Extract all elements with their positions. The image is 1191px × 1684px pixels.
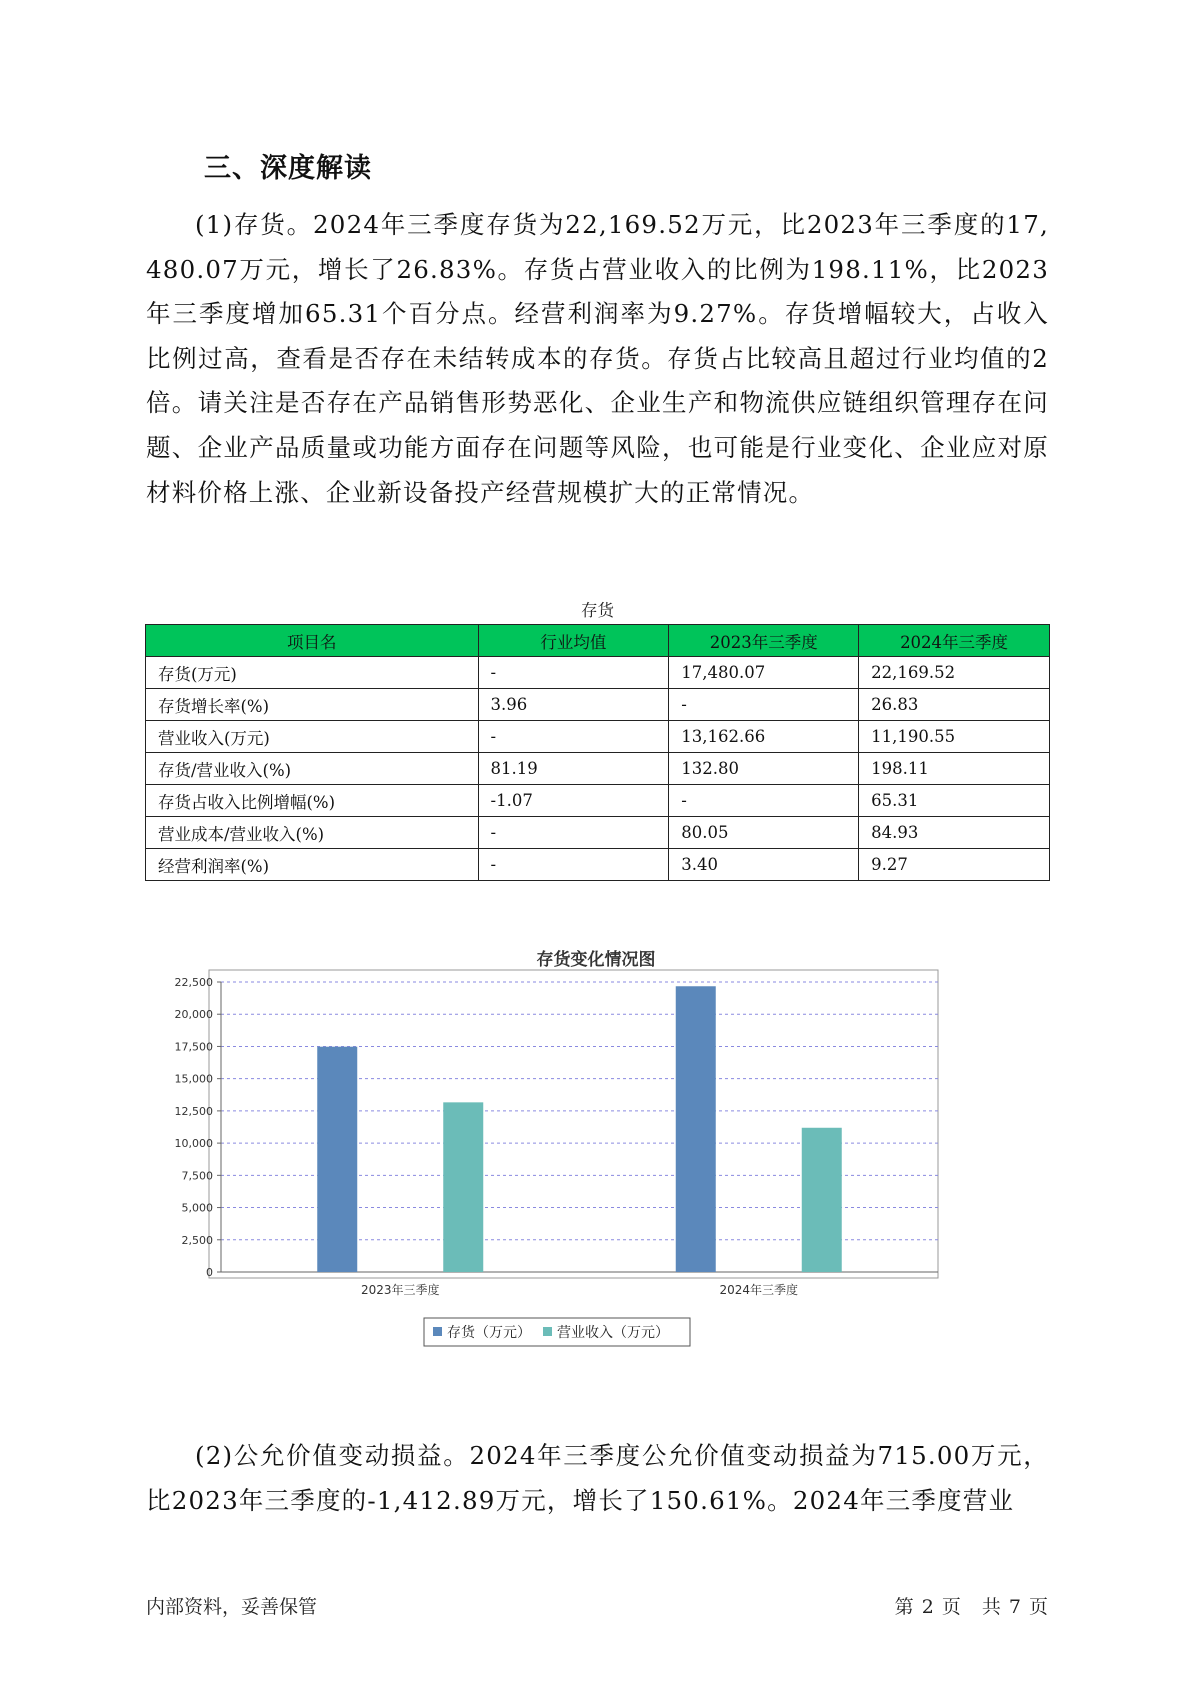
bar	[802, 1128, 842, 1272]
chart-title: 存货变化情况图	[536, 950, 656, 970]
table-cell: 3.96	[478, 689, 669, 721]
table-cell: -1.07	[478, 785, 669, 817]
y-tick-label: 2,500	[181, 1233, 213, 1247]
table-cell: 65.31	[859, 785, 1050, 817]
y-tick-label: 0	[206, 1266, 213, 1279]
table-cell: -	[478, 849, 669, 881]
table-caption: 存货	[581, 601, 614, 620]
table-cell: 26.83	[859, 689, 1050, 721]
section-heading: 三、深度解读	[204, 153, 372, 184]
x-tick-label: 2023年三季度	[360, 1283, 440, 1297]
legend-swatch	[543, 1327, 552, 1336]
table-row	[146, 689, 1050, 721]
legend-label: 营业收入（万元）	[557, 1325, 669, 1341]
table-cell: 营业成本/营业收入(%)	[146, 817, 479, 849]
table-row	[146, 753, 1050, 785]
legend-label: 存货（万元）	[447, 1325, 531, 1341]
table-cell: 存货/营业收入(%)	[146, 753, 479, 785]
footer-confidential-note: 内部资料，妥善保管	[146, 1596, 318, 1618]
table-header-row	[146, 625, 1050, 657]
table-cell: 17,480.07	[669, 657, 859, 689]
table-cell: 80.05	[669, 817, 859, 849]
y-tick-label: 15,000	[174, 1072, 213, 1086]
table-cell: 存货增长率(%)	[146, 689, 479, 721]
inventory-table	[145, 624, 1050, 881]
y-tick-label: 22,500	[174, 976, 213, 989]
table-cell: -	[478, 657, 669, 689]
table-cell: 11,190.55	[859, 721, 1050, 753]
table-cell: 营业收入(万元)	[146, 721, 479, 753]
table-cell: 存货占收入比例增幅(%)	[146, 785, 479, 817]
table-header-cell: 项目名	[146, 625, 479, 657]
footer-page-number: 第 2 页 共 7 页	[894, 1596, 1049, 1618]
table-cell: 81.19	[478, 753, 669, 785]
table-row	[146, 849, 1050, 881]
y-tick-label: 20,000	[174, 1008, 213, 1022]
table-cell: -	[669, 785, 859, 817]
table-cell: 198.11	[859, 753, 1050, 785]
y-tick-label: 5,000	[181, 1201, 213, 1215]
table-row	[146, 721, 1050, 753]
table-cell: -	[478, 721, 669, 753]
table-row	[146, 817, 1050, 849]
table-row	[146, 657, 1050, 689]
y-tick-label: 10,000	[174, 1137, 213, 1151]
table-cell: -	[478, 817, 669, 849]
legend-swatch	[433, 1327, 442, 1336]
table-cell: 22,169.52	[859, 657, 1050, 689]
bar	[443, 1102, 483, 1272]
table-cell: 13,162.66	[669, 721, 859, 753]
table-cell: 84.93	[859, 817, 1050, 849]
x-tick-label: 2024年三季度	[719, 1283, 799, 1297]
table-cell: 存货(万元)	[146, 657, 479, 689]
x-axis-ticks	[361, 1282, 798, 1297]
y-tick-label: 7,500	[181, 1169, 213, 1183]
y-tick-label: 12,500	[174, 1104, 213, 1118]
inventory-paragraph: (1)存货。2024年三季度存货为22,169.52万元，比2023年三季度的17,480.07万元，增长了26.83%。存货占营业收入的比例为198.11%，比2023年三季度增加65.31个百分点。经营利润率为9.27%。存货增幅较大，占收入比例过高，查看是否存在未结转成本的存货。存货占比较高且超过行业均值的2倍。请关注是否存在产品销售形势恶化、企业生产和物流供应链组织管理存在问题、企业产品质量或功能方面存在问题等风险，也可能是行业变化、企业应对原材料价格上涨、企业新设备投产经营规模扩大的正常情况。	[146, 210, 1049, 507]
table-cell: 9.27	[859, 849, 1050, 881]
table-row	[146, 785, 1050, 817]
table-cell: 经营利润率(%)	[146, 849, 479, 881]
table-header-cell: 行业均值	[478, 625, 669, 657]
bar	[317, 1047, 357, 1272]
fair-value-paragraph: (2)公允价值变动损益。2024年三季度公允价值变动损益为715.00万元，比2023年三季度的-1,412.89万元，增长了150.61%。2024年三季度营业	[146, 1441, 1049, 1515]
y-tick-label: 17,500	[174, 1040, 213, 1054]
table-cell: -	[669, 689, 859, 721]
inventory-bar-chart	[146, 940, 1046, 1400]
bar	[676, 986, 716, 1272]
table-cell: 3.40	[669, 849, 859, 881]
table-cell: 132.80	[669, 753, 859, 785]
table-header-cell: 2024年三季度	[859, 625, 1050, 657]
legend	[424, 1318, 690, 1346]
table-header-cell: 2023年三季度	[669, 625, 859, 657]
